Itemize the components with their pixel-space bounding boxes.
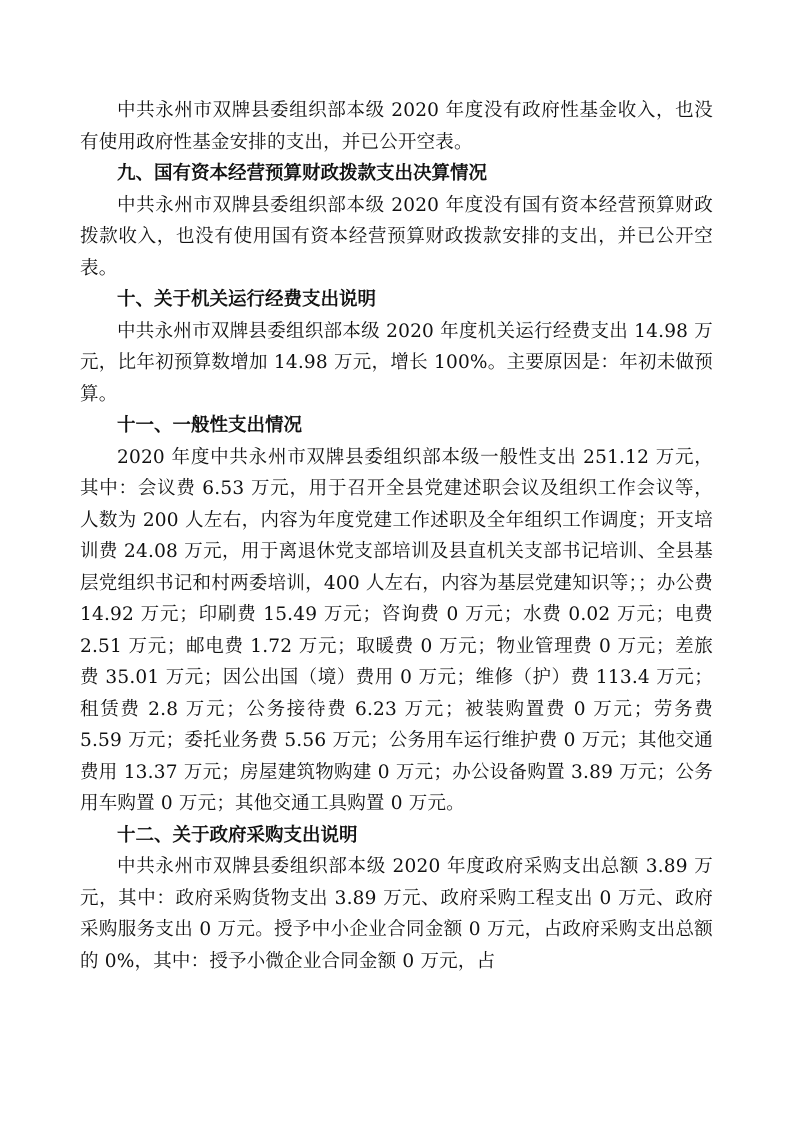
paragraph-government-fund: 中共永州市双牌县委组织部本级 2020 年度没有政府性基金收入，也没有使用政府性基金安排的支出，并已公开空表。 xyxy=(80,100,713,153)
paragraph-state-capital: 中共永州市双牌县委组织部本级 2020 年度没有国有资本经营预算财政拨款收入，也没有使用国有资本经营预算财政拨款安排的支出，并已公开空表。 xyxy=(80,194,713,279)
heading-section-12: 十二、关于政府采购支出说明 xyxy=(117,824,358,846)
heading-section-10: 十、关于机关运行经费支出说明 xyxy=(117,289,377,310)
heading-section-11: 十一、一般性支出情况 xyxy=(117,415,303,436)
paragraph-general-expenditure: 2020 年度中共永州市双牌县委组织部本级一般性支出 251.12 万元，其中：会议费 6.53 万元，用于召开全县党建述职会议及组织工作会议等，人数为 200 人左右，内容为年度党建工作述职及全年组织工作调度；开支培训费 24.08 万元，用于离退休党支部培训及县直机关支部书记培训、全县基层党组织书记和村两委培训，400 人左右，内容为基层党建知识等；；办公费 14.92 万元；印刷费 15.49 万元；咨询费 0 万元；水费 0.02 万元；电费 2.51 万元；邮电费 1.72 万元；取暖费 0 万元；物业管理费 0 万元；差旅费 35.01 万元；因公出国（境）费用 0 万元；维修（护）费 113.4 万元；租赁费 2.8 万元；公务接待费 6.23 万元；被装购置费 0 万元；劳务费 5.59 万元；委托业务费 5.56 万元；公务用车运行维护费 0 万元；其他交通费用 13.37 万元；房屋建筑物购建 0 万元；办公设备购置 3.89 万元；公务用车购置 0 万元；其他交通工具购置 0 万元。 xyxy=(80,446,713,814)
paragraph-procurement: 中共永州市双牌县委组织部本级 2020 年度政府采购支出总额 3.89 万元，其中：政府采购货物支出 3.89 万元、政府采购工程支出 0 万元、政府采购服务支出 0 万元。授予中小企业合同金额 0 万元，占政府采购支出总额的 0%，其中：授予小微企业合同金额 0 万元，占 xyxy=(80,856,713,972)
heading-section-9: 九、国有资本经营预算财政拨款支出决算情况 xyxy=(117,163,488,184)
paragraph-operating-expenses: 中共永州市双牌县委组织部本级 2020 年度机关运行经费支出 14.98 万元，比年初预算数增加 14.98 万元，增长 100%。主要原因是：年初未做预算。 xyxy=(80,320,713,405)
